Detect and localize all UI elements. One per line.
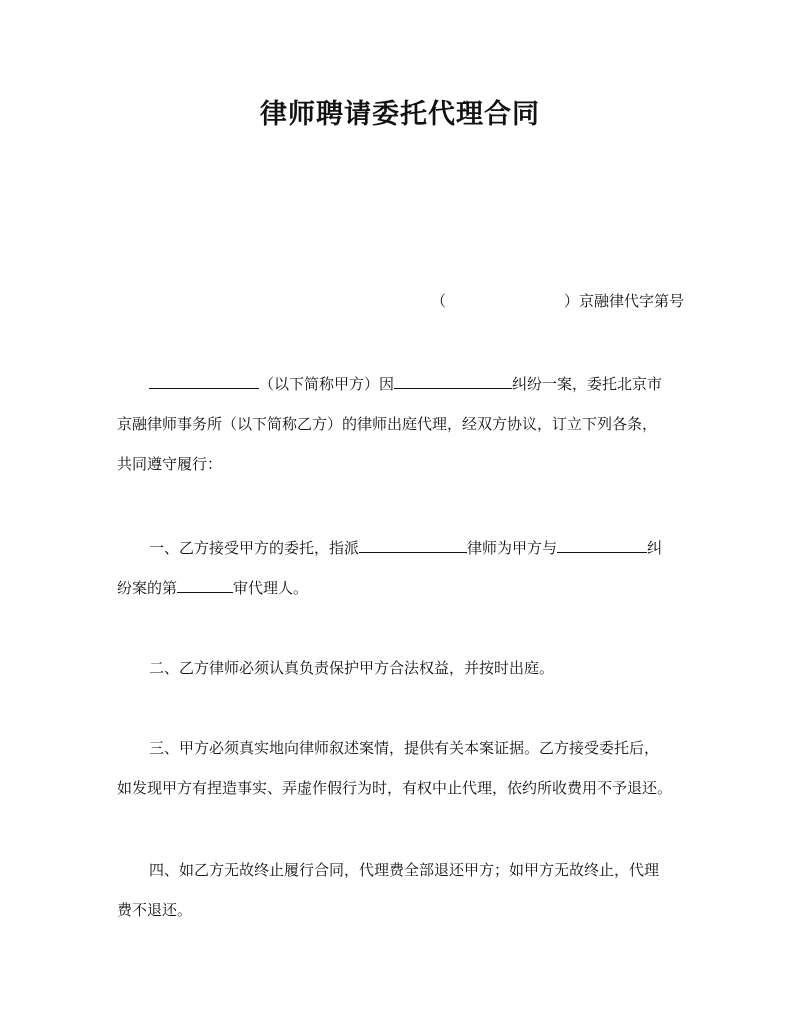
clause-1-text-3: 纠 — [647, 539, 663, 557]
preamble-line-2: 京融律师事务所（以下简称乙方）的律师出庭代理，经双方协议，订立下列各条， — [117, 415, 658, 433]
clause-1-text-5: 审代理人。 — [233, 579, 309, 597]
clause-1-text-1: 一、乙方接受甲方的委托，指派 — [149, 539, 360, 557]
clause-2 — [117, 648, 687, 688]
clause-3-line-1: 三、甲方必须真实地向律师叙述案情，提供有关本案证据。乙方接受委托后， — [149, 739, 660, 757]
reference-suffix: ）京融律代字第号 — [563, 292, 684, 310]
party-a-name-blank — [149, 373, 259, 389]
clause-1-line-1 — [117, 528, 687, 568]
clause-1-line-2 — [117, 568, 687, 608]
preamble-line-1 — [117, 364, 687, 404]
clause-1 — [117, 528, 687, 608]
clause-3 — [117, 728, 687, 808]
preamble-paragraph — [117, 364, 687, 484]
dispute-type-blank — [394, 373, 512, 389]
case-reference-number — [431, 290, 684, 311]
clause-1-text-2: 律师为甲方与 — [467, 539, 558, 557]
opposing-party-blank — [557, 537, 647, 553]
trial-instance-blank — [177, 577, 233, 593]
clause-1-text-4: 纷案的第 — [117, 579, 178, 597]
preamble-text-2: 纠纷一案，委托北京市 — [512, 375, 663, 393]
preamble-text-1: （以下简称甲方）因 — [259, 375, 395, 393]
reference-open-paren: （ — [430, 292, 446, 310]
clause-4-line-2: 费不退还。 — [117, 901, 193, 919]
clause-4-line-1: 四、如乙方无故终止履行合同，代理费全部退还甲方；如甲方无故终止，代理 — [149, 861, 660, 879]
document-title: 律师聘请委托代理合同 — [260, 99, 540, 130]
clause-3-line-2: 如发现甲方有捏造事实、弄虚作假行为时，有权中止代理，依约所收费用不予退还。 — [117, 779, 673, 797]
clause-4 — [117, 850, 687, 930]
clause-2-text: 二、乙方律师必须认真负责保护甲方合法权益，并按时出庭。 — [149, 659, 555, 677]
preamble-line-3: 共同遵守履行： — [117, 455, 223, 473]
lawyer-name-blank — [359, 537, 467, 553]
